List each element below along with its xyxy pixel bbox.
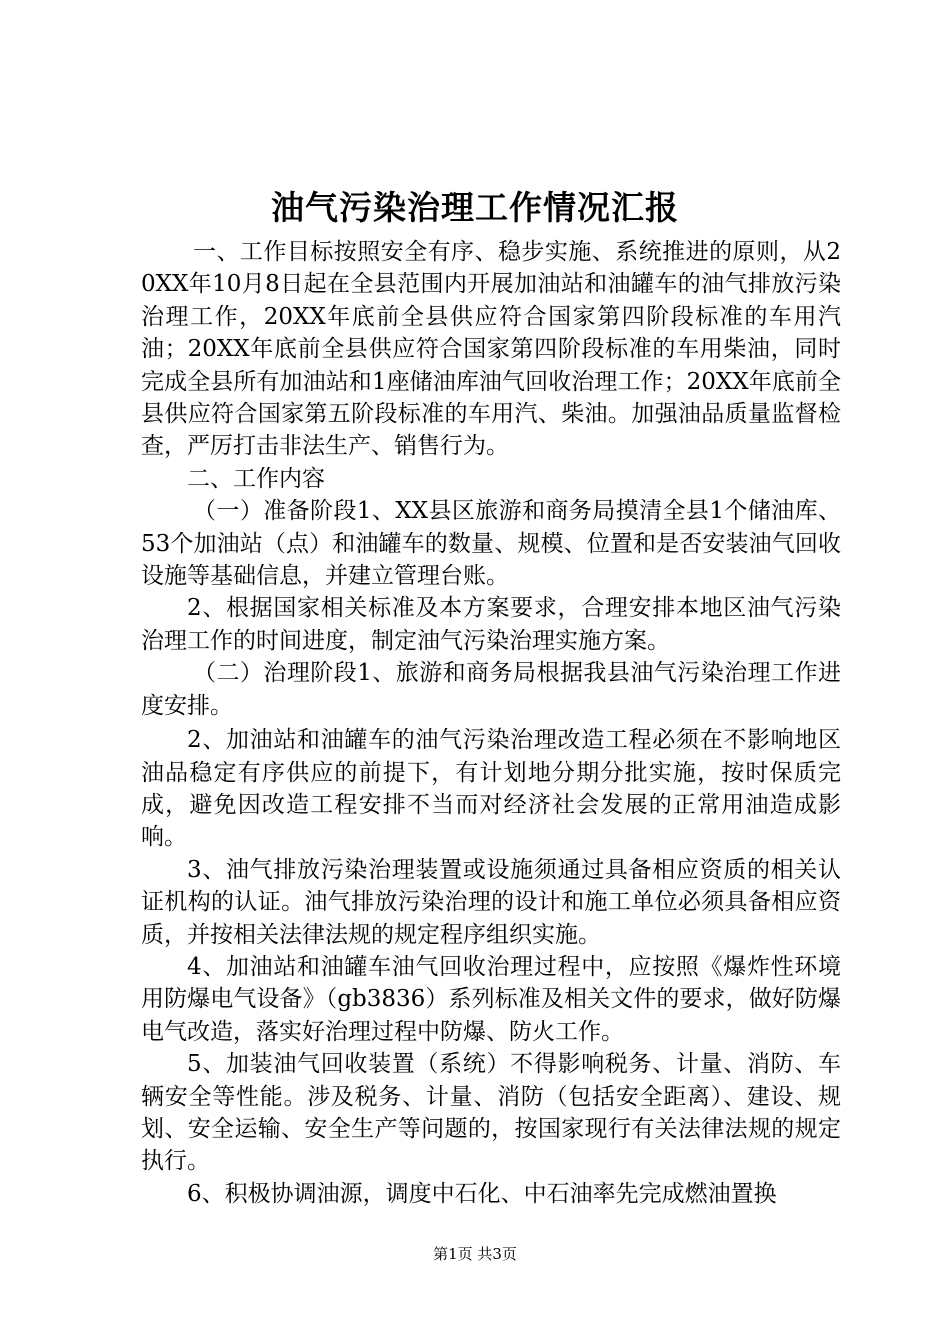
paragraph-preparation-item-2: 2、根据国家相关标准及本方案要求，合理安排本地区油气污染治理工作的时间进度，制定油气污染治理实施方案。: [141, 595, 841, 654]
paragraph-governance-item-5: 5、加装油气回收装置（系统）不得影响税务、计量、消防、车辆安全等性能。涉及税务、计量、消防（包括安全距离）、建设、规划、安全运输、安全生产等问题的，按国家现行有关法律法规的规定执行。: [141, 1051, 841, 1175]
paragraph-governance-item-6: 6、积极协调油源，调度中石化、中石油率先完成燃油置换: [187, 1180, 777, 1207]
paragraph-work-goal: 一、工作目标按照安全有序、稳步实施、系统推进的原则，从20XX年10月8日起在全县范围内开展加油站和油罐车的油气排放污染治理工作，20XX年底前全县供应符合国家第四阶段标准的车用汽油；20XX年底前全县供应符合国家第四阶段标准的车用柴油，同时完成全县所有加油站和1座储油库油气回收治理工作；20XX年底前全县供应符合国家第五阶段标准的车用汽、柴油。加强油品质量监督检查，严厉打击非法生产、销售行为。: [141, 239, 841, 460]
paragraph-work-content-heading: 二、工作内容: [187, 465, 325, 492]
document-body: [141, 236, 841, 1210]
paragraph-governance-item-3: 3、油气排放污染治理装置或设施须通过具备相应资质的相关认证机构的认证。油气排放污染治理的设计和施工单位必须具备相应资质，并按相关法律法规的规定程序组织实施。: [141, 856, 841, 948]
paragraph-preparation-stage: （一）准备阶段1、XX县区旅游和商务局摸清全县1个储油库、53个加油站（点）和油罐车的数量、规模、位置和是否安装油气回收设施等基础信息，并建立管理台账。: [141, 498, 841, 590]
page-number-footer: 第1页 共3页: [433, 1245, 517, 1263]
paragraph-governance-item-2: 2、加油站和油罐车的油气污染治理改造工程必须在不影响地区油品稳定有序供应的前提下，有计划地分期分批实施，按时保质完成，避免因改造工程安排不当而对经济社会发展的正常用油造成影响。: [141, 727, 841, 851]
document-title: 油气污染治理工作情况汇报: [271, 188, 679, 227]
paragraph-governance-item-4: 4、加油站和油罐车油气回收治理过程中，应按照《爆炸性环境用防爆电气设备》（gb3836）系列标准及相关文件的要求，做好防爆电气改造，落实好治理过程中防爆、防火工作。: [141, 953, 841, 1045]
paragraph-governance-stage: （二）治理阶段1、旅游和商务局根据我县油气污染治理工作进度安排。: [141, 660, 841, 719]
